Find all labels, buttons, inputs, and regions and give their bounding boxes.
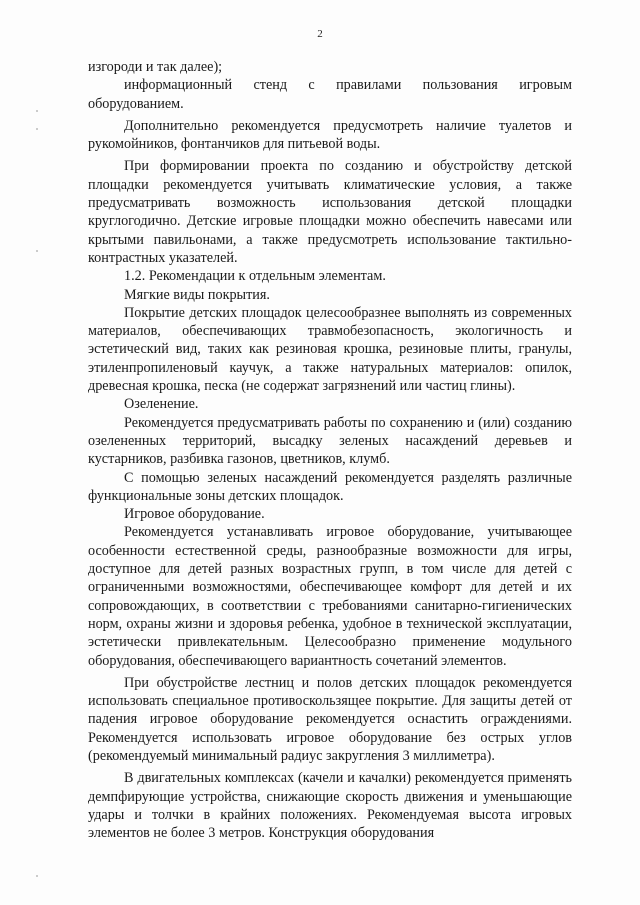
- paragraph: информационный стенд с правилами пользования игровым оборудованием.: [88, 77, 572, 112]
- paragraph: Покрытие детских площадок целесообразнее выполнять из современных материалов, обеспечивающих травмобезопасность, экологичность и эстетический вид, таких как резиновая крошка, резиновые плиты, гранулы, этиленпропиленовый каучук, а также натуральных материалов: опилок, древесная крошка, песка (не содержат загрязнений или частиц глины).: [88, 304, 572, 395]
- subsection-heading: Игровое оборудование.: [124, 506, 265, 523]
- scan-mark: [36, 250, 38, 252]
- paragraph: В двигательных комплексах (качели и качалки) рекомендуется применять демпфирующие устройства, снижающие скорость движения и уменьшающие удары и толчки в крайних положениях. Рекомендуемая высота игровых элементов не более 3 метров. Конструкция оборудования: [88, 770, 572, 842]
- section-heading: 1.2. Рекомендации к отдельным элементам.: [124, 268, 386, 285]
- document-body: [88, 58, 572, 842]
- paragraph: При формировании проекта по созданию и обустройству детской площадки рекомендуется учитывать климатические условия, а также предусматривать возможность использования детской площадки круглогодично. Детские игровые площадки можно обеспечить навесами или крытыми павильонами, а также предусмотреть использование тактильно-контрастных указателей.: [88, 158, 572, 266]
- subsection-heading: Озеленение.: [124, 396, 199, 413]
- scan-mark: [36, 875, 38, 877]
- paragraph: При обустройстве лестниц и полов детских площадок рекомендуется использовать специальное противоскользящее покрытие. Для защиты детей от падения игровое оборудование рекомендуется оснастить ограждениями. Рекомендуется использовать игровое оборудование без острых углов (рекомендуемый минимальный радиус закругления 3 миллиметра).: [88, 674, 572, 764]
- scan-mark: [36, 128, 38, 130]
- paragraph: изгороди и так далее);: [88, 59, 223, 75]
- paragraph: Рекомендуется предусматривать работы по сохранению и (или) созданию озелененных территорий, высадку зеленых насаждений деревьев и кустарников, разбивка газонов, цветников, клумб.: [88, 414, 572, 468]
- paragraph: Дополнительно рекомендуется предусмотреть наличие туалетов и рукомойников, фонтанчиков для питьевой воды.: [88, 117, 572, 153]
- paragraph: Рекомендуется устанавливать игровое оборудование, учитывающее особенности естественной среды, разнообразные возможности для игры, доступное для детей разных возрастных групп, в том числе для детей с ограниченными возможностями, обеспечивающее комфорт для детей и их сопровождающих, в соответствии с требованиями санитарно-гигиенических норм, охраны жизни и здоровья ребенка, удобное в технической эксплуатации, эстетически привлекательным. Целесообразно применение модульного оборудования, обеспечивающего вариантность сочетаний элементов.: [88, 524, 572, 669]
- scan-mark: [36, 110, 38, 112]
- page-number: 2: [317, 28, 323, 40]
- subsection-heading: Мягкие виды покрытия.: [124, 286, 270, 303]
- paragraph: С помощью зеленых насаждений рекомендуется разделять различные функциональные зоны детских площадок.: [88, 469, 572, 504]
